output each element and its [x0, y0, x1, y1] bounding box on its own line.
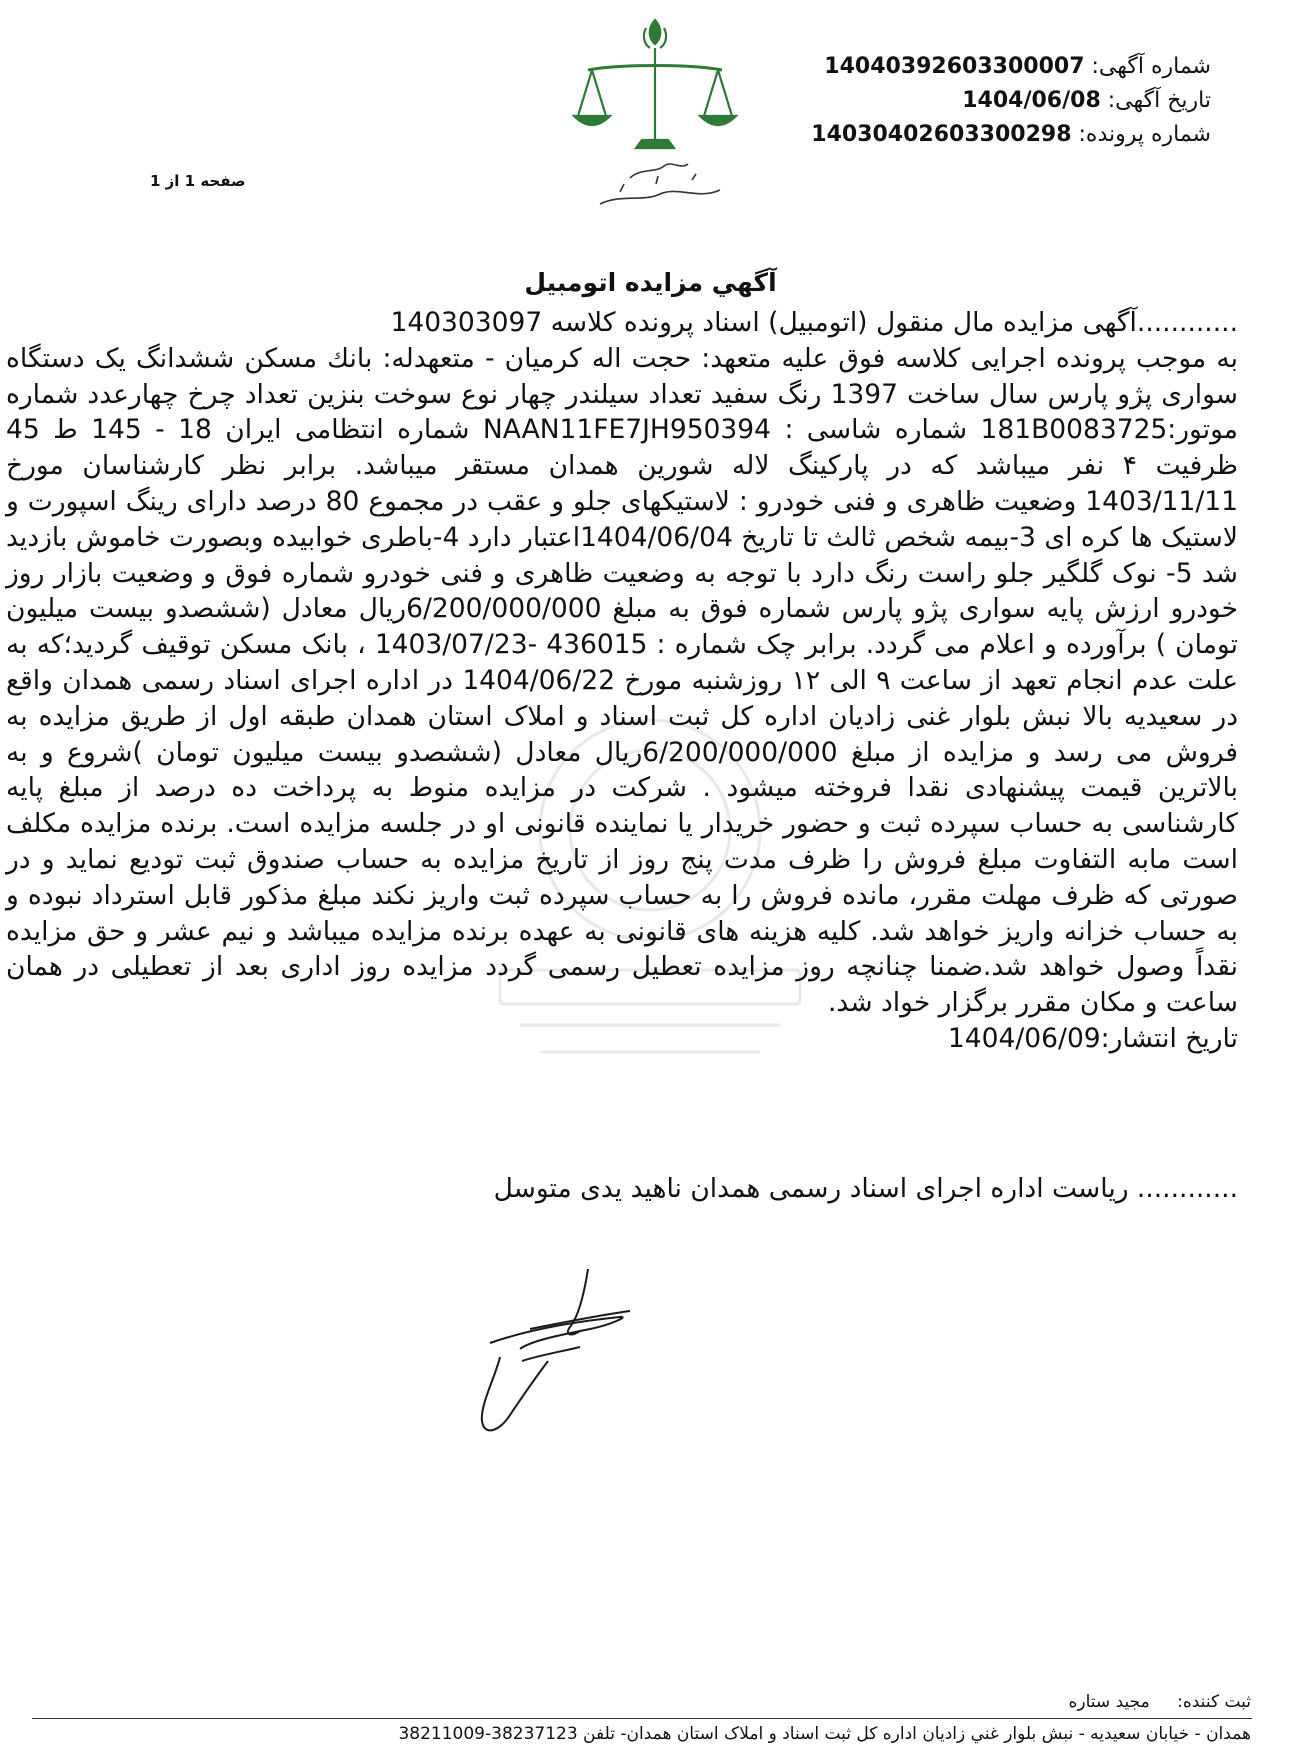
registrar-label: ثبت کننده: — [1177, 1692, 1251, 1712]
notice-date: 1404/06/08 — [962, 88, 1101, 113]
notice-number: 14040392603300007 — [824, 54, 1085, 79]
document-title: آگهي مزايده اتومبيل — [524, 268, 777, 297]
notice-body — [6, 305, 1238, 1057]
notice-number-label: شماره آگهی: — [1091, 54, 1211, 79]
closing-signatory-line: ............ ریاست اداره اجرای اسناد رسمی همدان ناهید یدی متوسل — [493, 1173, 1238, 1204]
page-number: صفحه 1 از 1 — [150, 172, 246, 190]
case-number-label: شماره پرونده: — [1078, 122, 1211, 147]
body-paragraph-heading: ............آگهی مزایده مال منقول (اتومبیل) اسناد پرونده کلاسه 140303097 — [390, 307, 1238, 338]
judiciary-emblem-icon — [560, 8, 750, 218]
notice-metadata — [751, 50, 1211, 152]
notice-date-label: تاریخ آگهی: — [1107, 88, 1211, 113]
body-paragraph-publish-date: تاریخ انتشار:1404/06/09 — [947, 1022, 1238, 1054]
footer-address: همدان - خیابان سعیدیه - نبش بلوار غني زادیان اداره کل ثبت اسناد و املاک استان همدان- تلفن 38237123-38211009 — [398, 1724, 1251, 1744]
notice-number-row — [751, 50, 1211, 84]
registrar-name: مجید ستاره — [1068, 1692, 1150, 1712]
handwritten-signature-icon — [460, 1265, 700, 1445]
footer-divider — [32, 1718, 1252, 1719]
body-paragraph-main: به موجب پرونده اجرایی کلاسه فوق علیه متعهد: حجت اله کرمیان - متعهدله: بانك مسکن ششدانگ یک دستگاه سواری پژو پارس سال ساخت 1397 رنگ سفید تعداد سیلندر چهار نوع سوخت بنزین تعداد چرخ چهارعدد شماره موتور:181B0083725 شماره شاسی : NAAN11FE7JH950394 شماره انتظامی ایران 18 - 145 ط 45 ظرفیت ۴ نفر میباشد که در پارکینگ لاله شورین همدان مستقر میباشد. برابر نظر کارشناسان مورخ 1403/11/11 وضعیت ظاهری و فنی خودرو : لاستیکهای جلو و عقب در مجموع 80 درصد دارای رینگ اسپورت و لاستیک ها کره ای 3-بیمه شخص ثالث تا تاریخ 1404/06/04اعتبار دارد 4-باطری خوابیده وبصورت خاموش بازدید شد 5- نوک گلگیر جلو راست رنگ دارد با توجه به وضعیت ظاهری و فنی خودرو شماره فوق و وضعیت بازار روز خودرو ارزش پایه سواری پژو پارس شماره فوق به مبلغ 6/200/000/000ریال معادل (ششصدو بیست میلیون تومان ) برآورده و اعلام می گردد. برابر چک شماره : 436015 -1403/07/23 ، بانک مسکن توقیف گردید؛که به علت عدم انجام تعهد از ساعت ۹ الی ۱۲ روزشنبه مورخ 1404/06/22 در اداره اجرای اسناد رسمی همدان واقع در سعیدیه بالا نبش بلوار غنی زادیان اداره کل ثبت اسناد و املاک استان همدان طبقه اول از طریق مزایده به فروش می رسد و مزایده از مبلغ 6/200/000/000ریال معادل (ششصدو بیست میلیون تومان )شروع و به بالاترین قیمت پیشنهادی نقدا فروخته میشود . شرکت در مزایده منوط به پرداخت ده درصد از مبلغ پایه کارشناسی به حساب سپرده ثبت و حضور خریدار یا نماینده قانونی او در جلسه مزایده است. برنده مزایده مکلف است مابه التفاوت مبلغ فروش را ظرف مدت پنج روز از تاریخ مزایده به حساب صندوق ثبت تودیع نماید و در صورتی که ظرف مهلت مقرر، مانده فروش را به حساب سپرده ثبت واریز نکند مبلغ مذکور قابل استرداد نبوده و به حساب خزانه واریز خواهد شد. کلیه هزینه های قانونی به عهده برنده مزایده میباشد و نیم عشر و حق مزایده نقداً وصول خواهد شد.ضمنا چنانچه روز مزایده تعطیل رسمی گردد مزایده روز اداری بعد از تعطیلی در همان ساعت و مکان مقرر برگزار خواد شد. — [6, 342, 1239, 1019]
registrar-line — [1069, 1692, 1252, 1712]
case-number: 14030402603300298 — [811, 122, 1072, 147]
notice-date-row — [751, 84, 1211, 118]
case-number-row — [751, 118, 1211, 152]
